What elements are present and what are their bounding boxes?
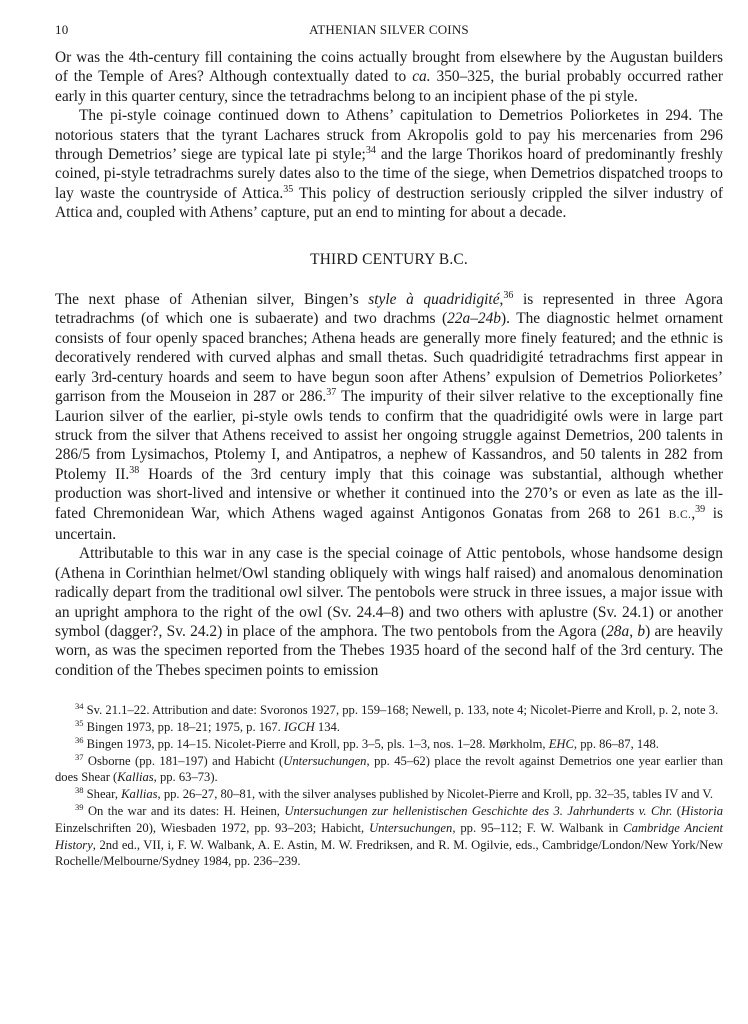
paragraph-1: Or was the 4th-century fill containing the coins actually brought from elsewhere by the Augustan builders of the Temple of Ares? Although contextually dated to ca. 350–325, the burial probably occurred rather early in this quarter century, since the tetradrachms belong to an incipient phase of the pi style. (55, 49, 723, 105)
running-header (55, 22, 723, 44)
footnote-36: $^{36}$ Bingen 1973, pp. 14–15. Nicolet-Pierre and Kroll, pp. 3–5, pls. 1–3, nos. 1–28. Mørkholm, EHC, pp. 86–87, 148. (75, 734, 659, 751)
section-heading: THIRD CENTURY B.C. (310, 250, 468, 268)
footnote-39: $^{39}$ On the war and its dates: H. Heinen, Untersuchungen zur hellenistischen Geschichte des 3. Jahrhunderts v. Chr. (Historia Einzelschriften 20), Wiesbaden 1972, pp. 93–203; Habicht, Untersuchungen, pp. 95–112; F. W. Walbank in Cambridge Ancient History, 2nd ed., VII, i, F. W. Walbank, A. E. Astin, M. W. Fredriksen, and R. M. Ogilvie, eds., Cambridge/London/New York/New Rochelle/Melbourne/Sydney 1984, pp. 236–239. (55, 801, 723, 869)
paragraph-2: The pi-style coinage continued down to Athens’ capitulation to Demetrios Poliorketes in 294. The notorious staters that the tyrant Lachares struck from Akropolis gold to pay his mercenaries from 296 through Demetrios’ siege are typical late pi style;$^{34}$ and the large Thorikos hoard of predominantly freshly coined, pi-style tetradrachms surely dates also to the time of the siege, when Demetrios dispatched troops to lay waste the countryside of Attica.$^{35}$ This policy of destruction seriously crippled the silver industry of Attica and, coupled with Athens’ capture, put an end to minting for about a decade. (55, 107, 723, 222)
running-title: ATHENIAN SILVER COINS (309, 22, 469, 37)
page-number: 10 (55, 22, 69, 37)
page (55, 22, 723, 870)
footnotes (55, 702, 723, 870)
footnote-35: $^{35}$ Bingen 1973, pp. 18–21; 1975, p. 167. IGCH 134. (75, 717, 340, 734)
paragraph-3: The next phase of Athenian silver, Bingen’s style à quadridigité,$^{36}$ is represented in three Agora tetradrachms (of which one is subaerate) and two drachms (22a–24b). The diagnostic helmet ornament consists of four openly spaced branches; Athena heads are generally more finely featured; and the ethnic is decoratively rendered with curved alphas and small thetas. Such quadridigité tetradrachms first appear in early 3rd-century hoards and seem to have begun soon after Athens’ expulsion of Demetrios Poliorketes’ garrison from the Mouseion in 287 or 286.37 The impurity of their silver relative to the exceptionally fine Laurion silver of the earlier, pi-style owls tends to confirm that the quadridigité owls were in large part struck from the silver that Athens received to assist her ongoing struggle against Demetrios, 200 talents in 286/5 from Lysimachos, Ptolemy I, and Antipatros, a nephew of Kassandros, and 50 talents in 282 from Ptolemy II.$^{38}$ Hoards of the 3rd century imply that this coinage was substantial, although whether production was short-lived and intensive or whether it continued into the 270’s or even as late as the ill-fated Chremonidean War, which Athens waged against Antigonos Gonatas from 268 to 261 B.C.,$^{39}$ is uncertain. (55, 290, 723, 543)
footnote-38: $^{38}$ Shear, Kallias, pp. 26–27, 80–81, with the silver analyses published by Nicolet-Pierre and Kroll, pp. 32–35, tables IV and V. (75, 785, 713, 802)
main-text (55, 48, 723, 680)
footnote-37: $^{37}$ Osborne (pp. 181–197) and Habicht (Untersuchungen, pp. 45–62) place the revolt against Demetrios one year earlier than does Shear (Kallias, pp. 63–73). (55, 751, 723, 785)
footnote-34: $^{34}$ Sv. 21.1–22. Attribution and date: Svoronos 1927, pp. 159–168; Newell, p. 133, note 4; Nicolet-Pierre and Kroll, p. 2, note 3. (75, 701, 719, 718)
paragraph-4: Attributable to this war in any case is the special coinage of Attic pentobols, whose handsome design (Athena in Corinthian helmet/Owl standing obliquely with wings half raised) and anomalous denomination radically depart from the traditional owl silver. The pentobols were struck in three issues, a major issue with an upright amphora to the right of the owl (Sv. 24.4–8) and two others with aplustre (Sv. 24.1) or another symbol (dagger?, Sv. 24.2) in place of the amphora. The two pentobols from the Agora (28a, b) are heavily worn, as was the specimen reported from the Thebes 1935 hoard of the second half of the 3rd century. The condition of the Thebes specimen points to emission (55, 545, 723, 679)
